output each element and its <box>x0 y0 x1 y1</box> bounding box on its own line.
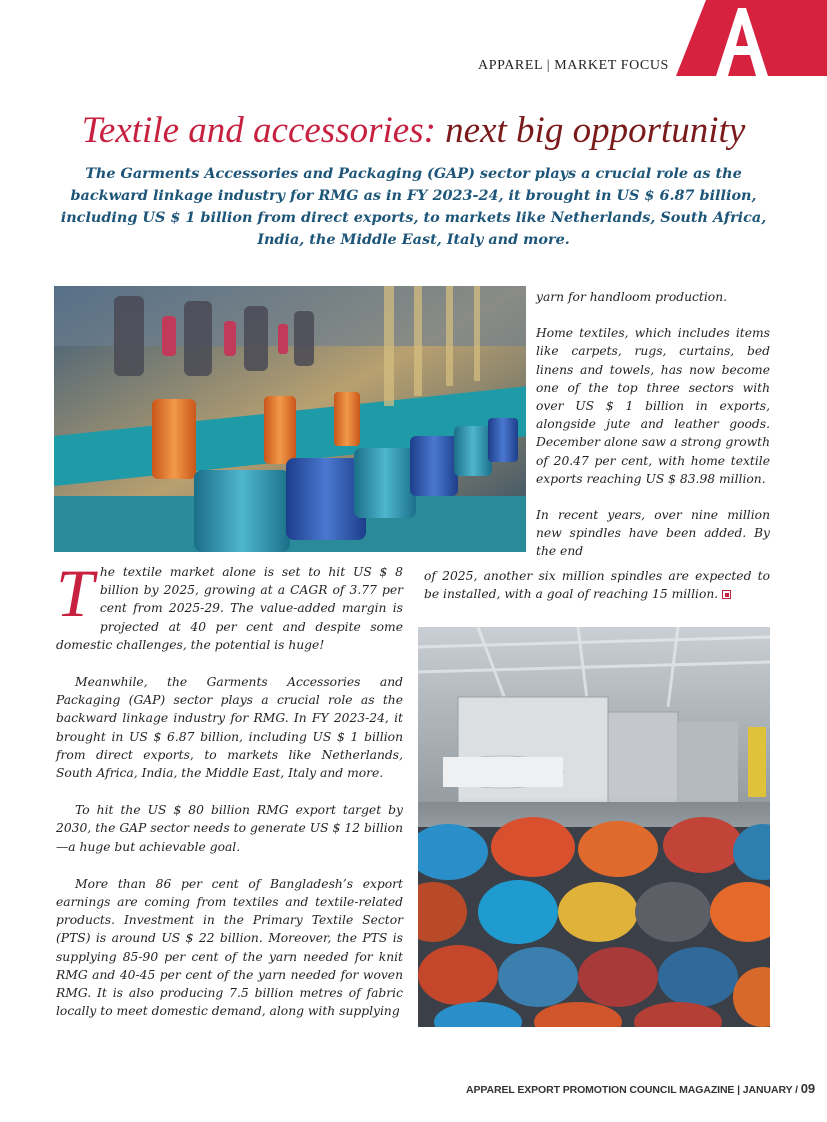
lead-paragraph-text: he textile market alone is set to hit US $ 8 billion by 2025, growing at a CAGR of 3.77 per cent from 2025-29. The value-added margin is projected at 40 per cent and despite some domestic challenges, the potential is huge! <box>56 565 403 652</box>
standfirst: The Garments Accessories and Packaging (GAP) sector plays a crucial role as the backward linkage industry for RMG as in FY 2023-24, it brought in US $ 6.87 billion, including US $ 1 billion from direct exports, to markets like Netherlands, South Africa, India, the Middle East, Italy and more. <box>60 165 767 248</box>
page-number: 09 <box>800 1081 816 1096</box>
paragraph: More than 86 per cent of Bangladesh’s export earnings are coming from textiles and textile-related products. Investment in the Primary Textile Sector (PTS) is around US $ 22 billion. Moreover, the PTS is supplying 85-90 per cent of the yarn needed for knit RMG and 40-45 per cent of the yarn needed for woven RMG. It is also producing 7.5 billion metres of fabric locally to meet domestic demand, along with supplying <box>56 876 403 1019</box>
left-column <box>56 555 403 1039</box>
yarn-spools-photo <box>54 286 526 552</box>
magazine-logo <box>676 0 827 76</box>
paragraph: In recent years, over nine million new spindles have been added. By the end <box>536 508 770 559</box>
headline <box>0 108 827 154</box>
paragraph: Home textiles, which includes items like carpets, rugs, curtains, bed linens and towels, has now become one of the top three sectors with over US $ 1 billion in exports, alongside jute and leather goods. December alone saw a strong growth of 20.47 per cent, with home textile exports reaching US $ 83.98 million. <box>536 326 770 486</box>
factory-and-fabric-photo <box>418 627 770 1027</box>
end-of-article-icon <box>722 590 731 599</box>
paragraph-continuation-text: of 2025, another six million spindles are expected to be installed, with a goal of reaching 15 million. <box>424 569 770 602</box>
headline-part2: next big opportunity <box>445 110 746 151</box>
headline-part1: Textile and accessories: <box>81 110 436 151</box>
lead-paragraph <box>56 555 403 654</box>
paragraph-continuation <box>424 567 770 603</box>
paragraph: Meanwhile, the Garments Accessories and Packaging (GAP) sector plays a crucial role as the backward linkage industry for RMG. In FY 2023-24, it brought in US $ 6.87 billion, including US $ 1 billion from direct exports, to markets like Netherlands, South Africa, India, the Middle East, Italy and more. <box>56 675 403 781</box>
right-column <box>536 288 770 561</box>
footer-text: APPAREL EXPORT PROMOTION COUNCIL MAGAZINE | JANUARY / <box>466 1084 798 1096</box>
section-label: APPAREL | MARKET FOCUS <box>478 58 669 73</box>
page-footer <box>466 1081 815 1096</box>
drop-cap: T <box>56 555 94 631</box>
paragraph: To hit the US $ 80 billion RMG export target by 2030, the GAP sector needs to generate US $ 12 billion—a huge but achievable goal. <box>56 803 403 854</box>
paragraph: yarn for handloom production. <box>536 290 728 304</box>
